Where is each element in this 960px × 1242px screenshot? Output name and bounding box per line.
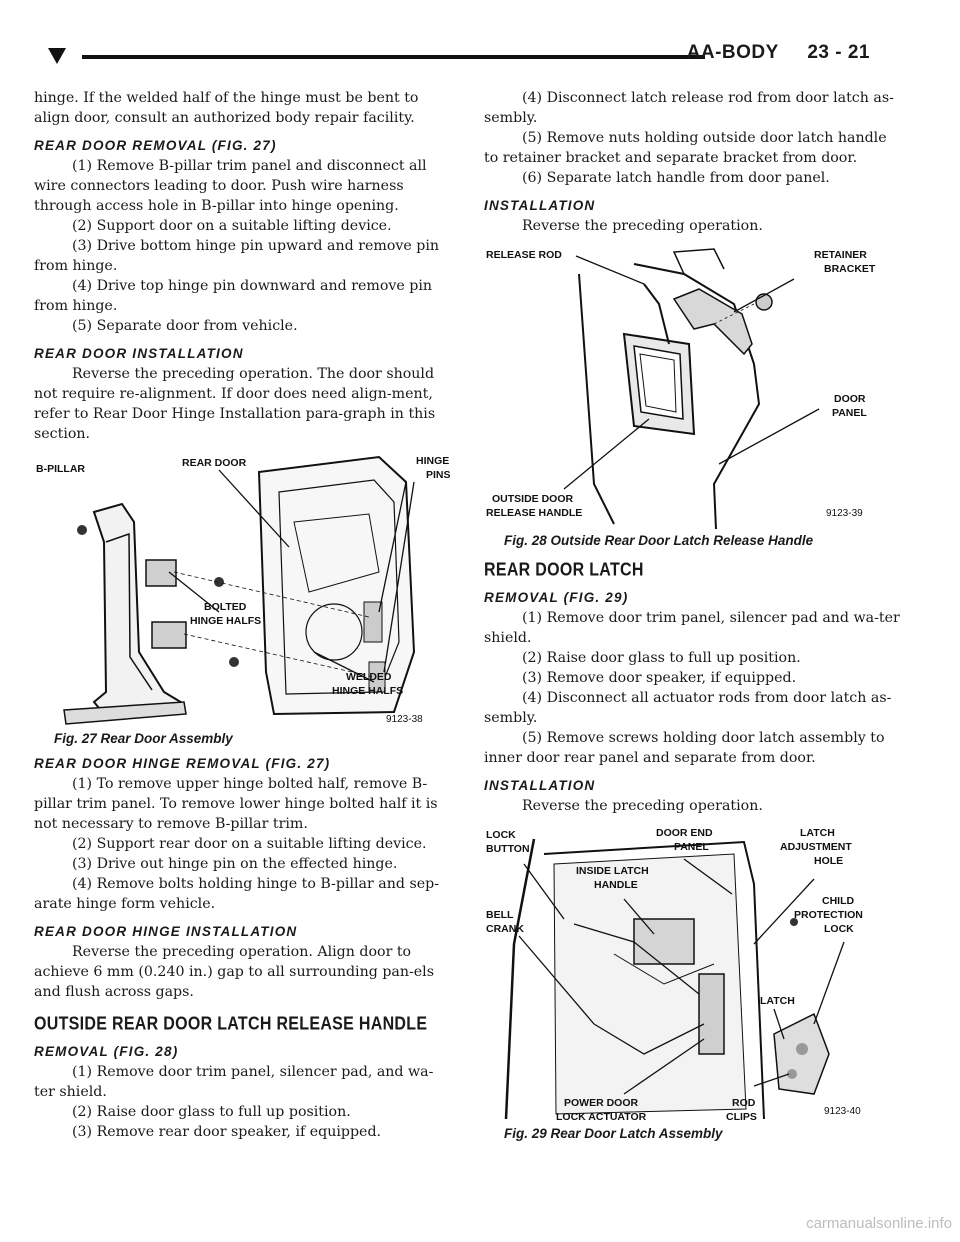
step: (3) Remove rear door speaker, if equipped. (72, 1124, 382, 1140)
step: (1) Remove door trim panel, silencer pad and wa-ter shield. (484, 610, 900, 646)
release-handle-diagram (484, 244, 904, 529)
installation-text: Reverse the preceding operation. The door should not require re-alignment. If door does need align-ment, refer to Rear Door Hinge Installation para-graph in this section. (34, 366, 436, 442)
label-welded: WELDED (346, 671, 392, 683)
label-release-handle: RELEASE HANDLE (486, 507, 583, 519)
label-inside-latch-handle: HANDLE (594, 879, 638, 891)
fig-29-rear-door-latch (484, 824, 904, 1141)
label-clips: CLIPS (726, 1111, 757, 1122)
step: (3) Drive bottom hinge pin upward and remove pin from hinge. (34, 238, 440, 274)
label-b-pillar: B-PILLAR (36, 463, 85, 475)
installation-heading: INSTALLATION (484, 198, 596, 213)
label-protection: PROTECTION (794, 909, 863, 921)
step: (5) Remove screws holding door latch assembly to inner door rear panel and separate from door. (484, 730, 885, 766)
step: (5) Remove nuts holding outside door latch handle to retainer bracket and separate bracket from door. (484, 130, 887, 166)
label-adjustment: ADJUSTMENT (780, 841, 852, 853)
label-button: BUTTON (486, 843, 530, 855)
label-latch-adj: LATCH (800, 827, 835, 839)
b-pillar-shape (94, 504, 184, 714)
page-header (0, 0, 960, 80)
step: (6) Separate latch handle from door panel. (522, 170, 830, 186)
watermark: carmanualsonline.info (806, 1215, 952, 1232)
hinge-installation-text: Reverse the preceding operation. Align door to achieve 6 mm (0.240 in.) gap to all surrounding pan-els and flush across gaps. (34, 944, 435, 1000)
step: (2) Raise door glass to full up position. (72, 1104, 351, 1120)
installation-text: Reverse the preceding operation. (522, 218, 763, 234)
label-child: CHILD (822, 895, 855, 907)
label-crank: CRANK (486, 923, 524, 935)
rear-door-latch-heading: REAR DOOR LATCH (484, 560, 644, 581)
label-hole: HOLE (814, 855, 844, 867)
label-retainer: RETAINER (814, 249, 867, 261)
header-title: AA-BODY 23 - 21 (686, 42, 870, 63)
label-lock-actuator: LOCK ACTUATOR (556, 1111, 647, 1122)
fig-28-caption: Fig. 28 Outside Rear Door Latch Release Handle (504, 533, 814, 548)
step: (4) Drive top hinge pin downward and remove pin from hinge. (34, 278, 433, 314)
step: (4) Disconnect latch release rod from door latch as-sembly. (484, 90, 894, 126)
label-welded-halfs: HINGE HALFS (332, 685, 404, 697)
label-child-lock: LOCK (824, 923, 854, 935)
label-bracket: BRACKET (824, 263, 876, 275)
installation-heading: INSTALLATION (484, 778, 596, 793)
step: (4) Disconnect all actuator rods from door latch as-sembly. (484, 690, 892, 726)
label-bell: BELL (486, 909, 514, 921)
left-column (34, 88, 454, 1142)
step: (2) Raise door glass to full up position. (522, 650, 801, 666)
label-hinge: HINGE (416, 455, 450, 467)
fig-28-outside-release-handle (484, 244, 904, 548)
label-power-door: POWER DOOR (564, 1097, 639, 1109)
step: (4) Remove bolts holding hinge to B-pillar and sep-arate hinge form vehicle. (34, 876, 440, 912)
label-bolted-halfs: HINGE HALFS (190, 615, 262, 627)
figure-number: 9123-39 (826, 508, 863, 519)
step: (2) Support door on a suitable lifting device. (72, 218, 392, 234)
removal-fig-29-heading: REMOVAL (FIG. 29) (484, 590, 629, 605)
rear-door-removal-heading: REAR DOOR REMOVAL (FIG. 27) (34, 138, 277, 153)
step: (2) Support rear door on a suitable lifting device. (72, 836, 427, 852)
label-bolted: BOLTED (204, 601, 247, 613)
figure-number: 9123-40 (824, 1106, 861, 1117)
label-door: DOOR (834, 393, 866, 405)
step: (5) Separate door from vehicle. (72, 318, 298, 334)
label-release-rod: RELEASE ROD (486, 249, 562, 261)
label-outside-door: OUTSIDE DOOR (492, 493, 574, 505)
figure-number: 9123-38 (386, 714, 423, 725)
intro-text: hinge. If the welded half of the hinge must be bent to align door, consult an authorized body repair facility. (34, 90, 419, 126)
step: (1) To remove upper hinge bolted half, remove B-pillar trim panel. To remove lower hinge bolted half it is not necessary to remove B-pillar trim. (34, 776, 438, 832)
label-inside-latch: INSIDE LATCH (576, 865, 649, 877)
label-latch: LATCH (760, 995, 795, 1007)
rear-door-hinge-installation-heading: REAR DOOR HINGE INSTALLATION (34, 924, 298, 939)
fig-29-caption: Fig. 29 Rear Door Latch Assembly (504, 1126, 723, 1141)
step: (1) Remove B-pillar trim panel and disconnect all wire connectors leading to door. Push wire harness through access hole in B-pillar into hinge opening. (34, 158, 427, 214)
triangle-marker-icon (48, 48, 66, 64)
outside-release-handle-heading: OUTSIDE REAR DOOR LATCH RELEASE HANDLE (34, 1014, 428, 1035)
step: (3) Drive out hinge pin on the effected hinge. (72, 856, 398, 872)
removal-fig-28-heading: REMOVAL (FIG. 28) (34, 1044, 179, 1059)
right-column (484, 88, 904, 1145)
label-door-end-panel: PANEL (674, 841, 709, 853)
step: (3) Remove door speaker, if equipped. (522, 670, 797, 686)
rear-door-installation-heading: REAR DOOR INSTALLATION (34, 346, 244, 361)
installation-text: Reverse the preceding operation. (522, 798, 763, 814)
label-rod: ROD (732, 1097, 756, 1109)
fig-27-caption: Fig. 27 Rear Door Assembly (54, 731, 233, 746)
label-panel: PANEL (832, 407, 867, 419)
header-rule (82, 55, 705, 59)
step: (1) Remove door trim panel, silencer pad, and wa-ter shield. (34, 1064, 434, 1100)
door-latch-diagram (484, 824, 904, 1122)
label-pins: PINS (426, 469, 451, 481)
rear-door-hinge-removal-heading: REAR DOOR HINGE REMOVAL (FIG. 27) (34, 756, 331, 771)
label-rear-door: REAR DOOR (182, 457, 247, 469)
label-lock: LOCK (486, 829, 516, 841)
fig-27-rear-door-assembly (34, 452, 454, 746)
label-door-end: DOOR END (656, 827, 713, 839)
rear-door-diagram (34, 452, 454, 727)
